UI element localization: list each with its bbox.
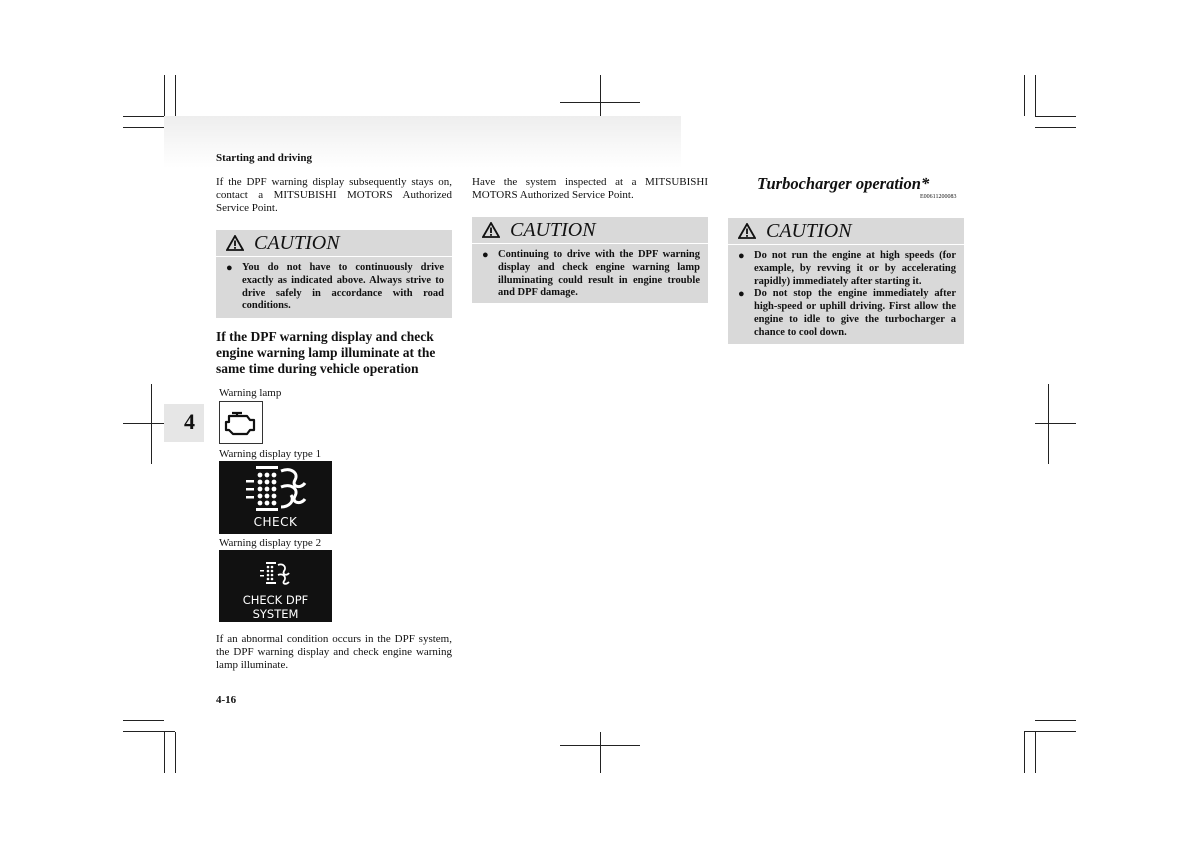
caution-bullet-text: Do not run the engine at high speeds (for example, by revving it or by accelerating rapidly) immediately after starting it. — [754, 250, 956, 287]
warning-triangle-icon — [226, 235, 244, 251]
check-engine-icon — [220, 402, 262, 443]
bullet-icon: ● — [738, 288, 745, 301]
caution-body — [728, 245, 964, 346]
section-title: Starting and driving — [216, 152, 312, 164]
caution-title: CAUTION — [766, 220, 852, 242]
col1-outro: If an abnormal condition occurs in the DPF system, the DPF warning display and check engine warning lamp illuminate. — [216, 633, 452, 671]
display-type2-label: Warning display type 2 — [219, 537, 322, 549]
crop-mark — [1035, 127, 1076, 128]
dpf-small-icon — [219, 550, 332, 590]
crop-mark — [164, 75, 165, 116]
caution-box-3 — [728, 218, 964, 344]
warning-display-type2 — [219, 550, 332, 622]
crop-mark — [1035, 732, 1036, 773]
display1-text: CHECK — [253, 515, 298, 529]
crop-mark — [175, 75, 176, 116]
caution-header — [472, 217, 708, 244]
crop-mark — [1035, 116, 1076, 117]
crop-mark — [600, 732, 601, 773]
dpf-icon — [219, 461, 332, 517]
crop-mark — [123, 127, 164, 128]
bullet-icon: ● — [482, 249, 489, 261]
caution-bullet — [738, 288, 956, 339]
crop-mark — [1048, 384, 1049, 464]
bullet-icon: ● — [226, 262, 233, 274]
crop-mark — [1035, 720, 1076, 721]
crop-mark — [123, 720, 164, 721]
caution-title: CAUTION — [510, 219, 596, 241]
display-type1-label: Warning display type 1 — [219, 448, 322, 460]
crop-mark — [123, 116, 164, 117]
caution-bullet — [226, 262, 444, 313]
crop-mark — [175, 732, 176, 773]
caution-bullet-text: Do not stop the engine immediately after high-speed or uphill driving. First allow the engine to idle to give the turbocharger a chance to cool down. — [754, 288, 956, 338]
caution-body — [216, 257, 452, 319]
crop-mark — [1024, 731, 1076, 732]
caution-bullet-text: Continuing to drive with the DPF warning display and check engine warning lamp illuminating could result in engine trouble and DPF damage. — [498, 249, 700, 299]
crop-mark — [560, 102, 640, 103]
caution-box-1 — [216, 230, 452, 318]
warning-lamp-label: Warning lamp — [219, 387, 282, 399]
crop-mark — [151, 384, 152, 464]
subsection-heading: If the DPF warning display and check engine warning lamp illuminate at the same time during vehicle operation — [216, 329, 436, 376]
caution-bullet-text: You do not have to continuously drive exactly as indicated above. Always strive to drive safely in accordance with road conditions. — [242, 262, 444, 312]
bullet-icon: ● — [738, 250, 745, 262]
caution-body — [472, 244, 708, 306]
crop-mark — [123, 423, 164, 424]
warning-triangle-icon — [738, 223, 756, 239]
caution-bullet — [738, 250, 956, 288]
caution-header — [216, 230, 452, 257]
crop-mark — [560, 745, 640, 746]
caution-box-2 — [472, 217, 708, 303]
col1-intro: If the DPF warning display subsequently stays on, contact a MITSUBISHI MOTORS Authorized Service Point. — [216, 176, 452, 214]
crop-mark — [164, 732, 165, 773]
col2-intro: Have the system inspected at a MITSUBISHI MOTORS Authorized Service Point. — [472, 176, 708, 201]
warning-display-type1 — [219, 461, 332, 534]
crop-mark — [123, 731, 175, 732]
crop-mark — [1024, 732, 1025, 773]
crop-mark — [1035, 75, 1036, 116]
section-code: E00611200083 — [920, 194, 957, 200]
caution-title: CAUTION — [254, 232, 340, 254]
chapter-number: 4 — [184, 409, 195, 434]
display2-text: CHECK DPF SYSTEM — [242, 593, 309, 621]
check-engine-lamp — [219, 401, 263, 444]
caution-bullet — [482, 249, 700, 300]
caution-header — [728, 218, 964, 245]
turbo-section-title: Turbocharger operation* — [757, 174, 930, 193]
page-number: 4-16 — [216, 694, 237, 706]
crop-mark — [1035, 423, 1076, 424]
crop-mark — [1024, 75, 1025, 116]
warning-triangle-icon — [482, 222, 500, 238]
